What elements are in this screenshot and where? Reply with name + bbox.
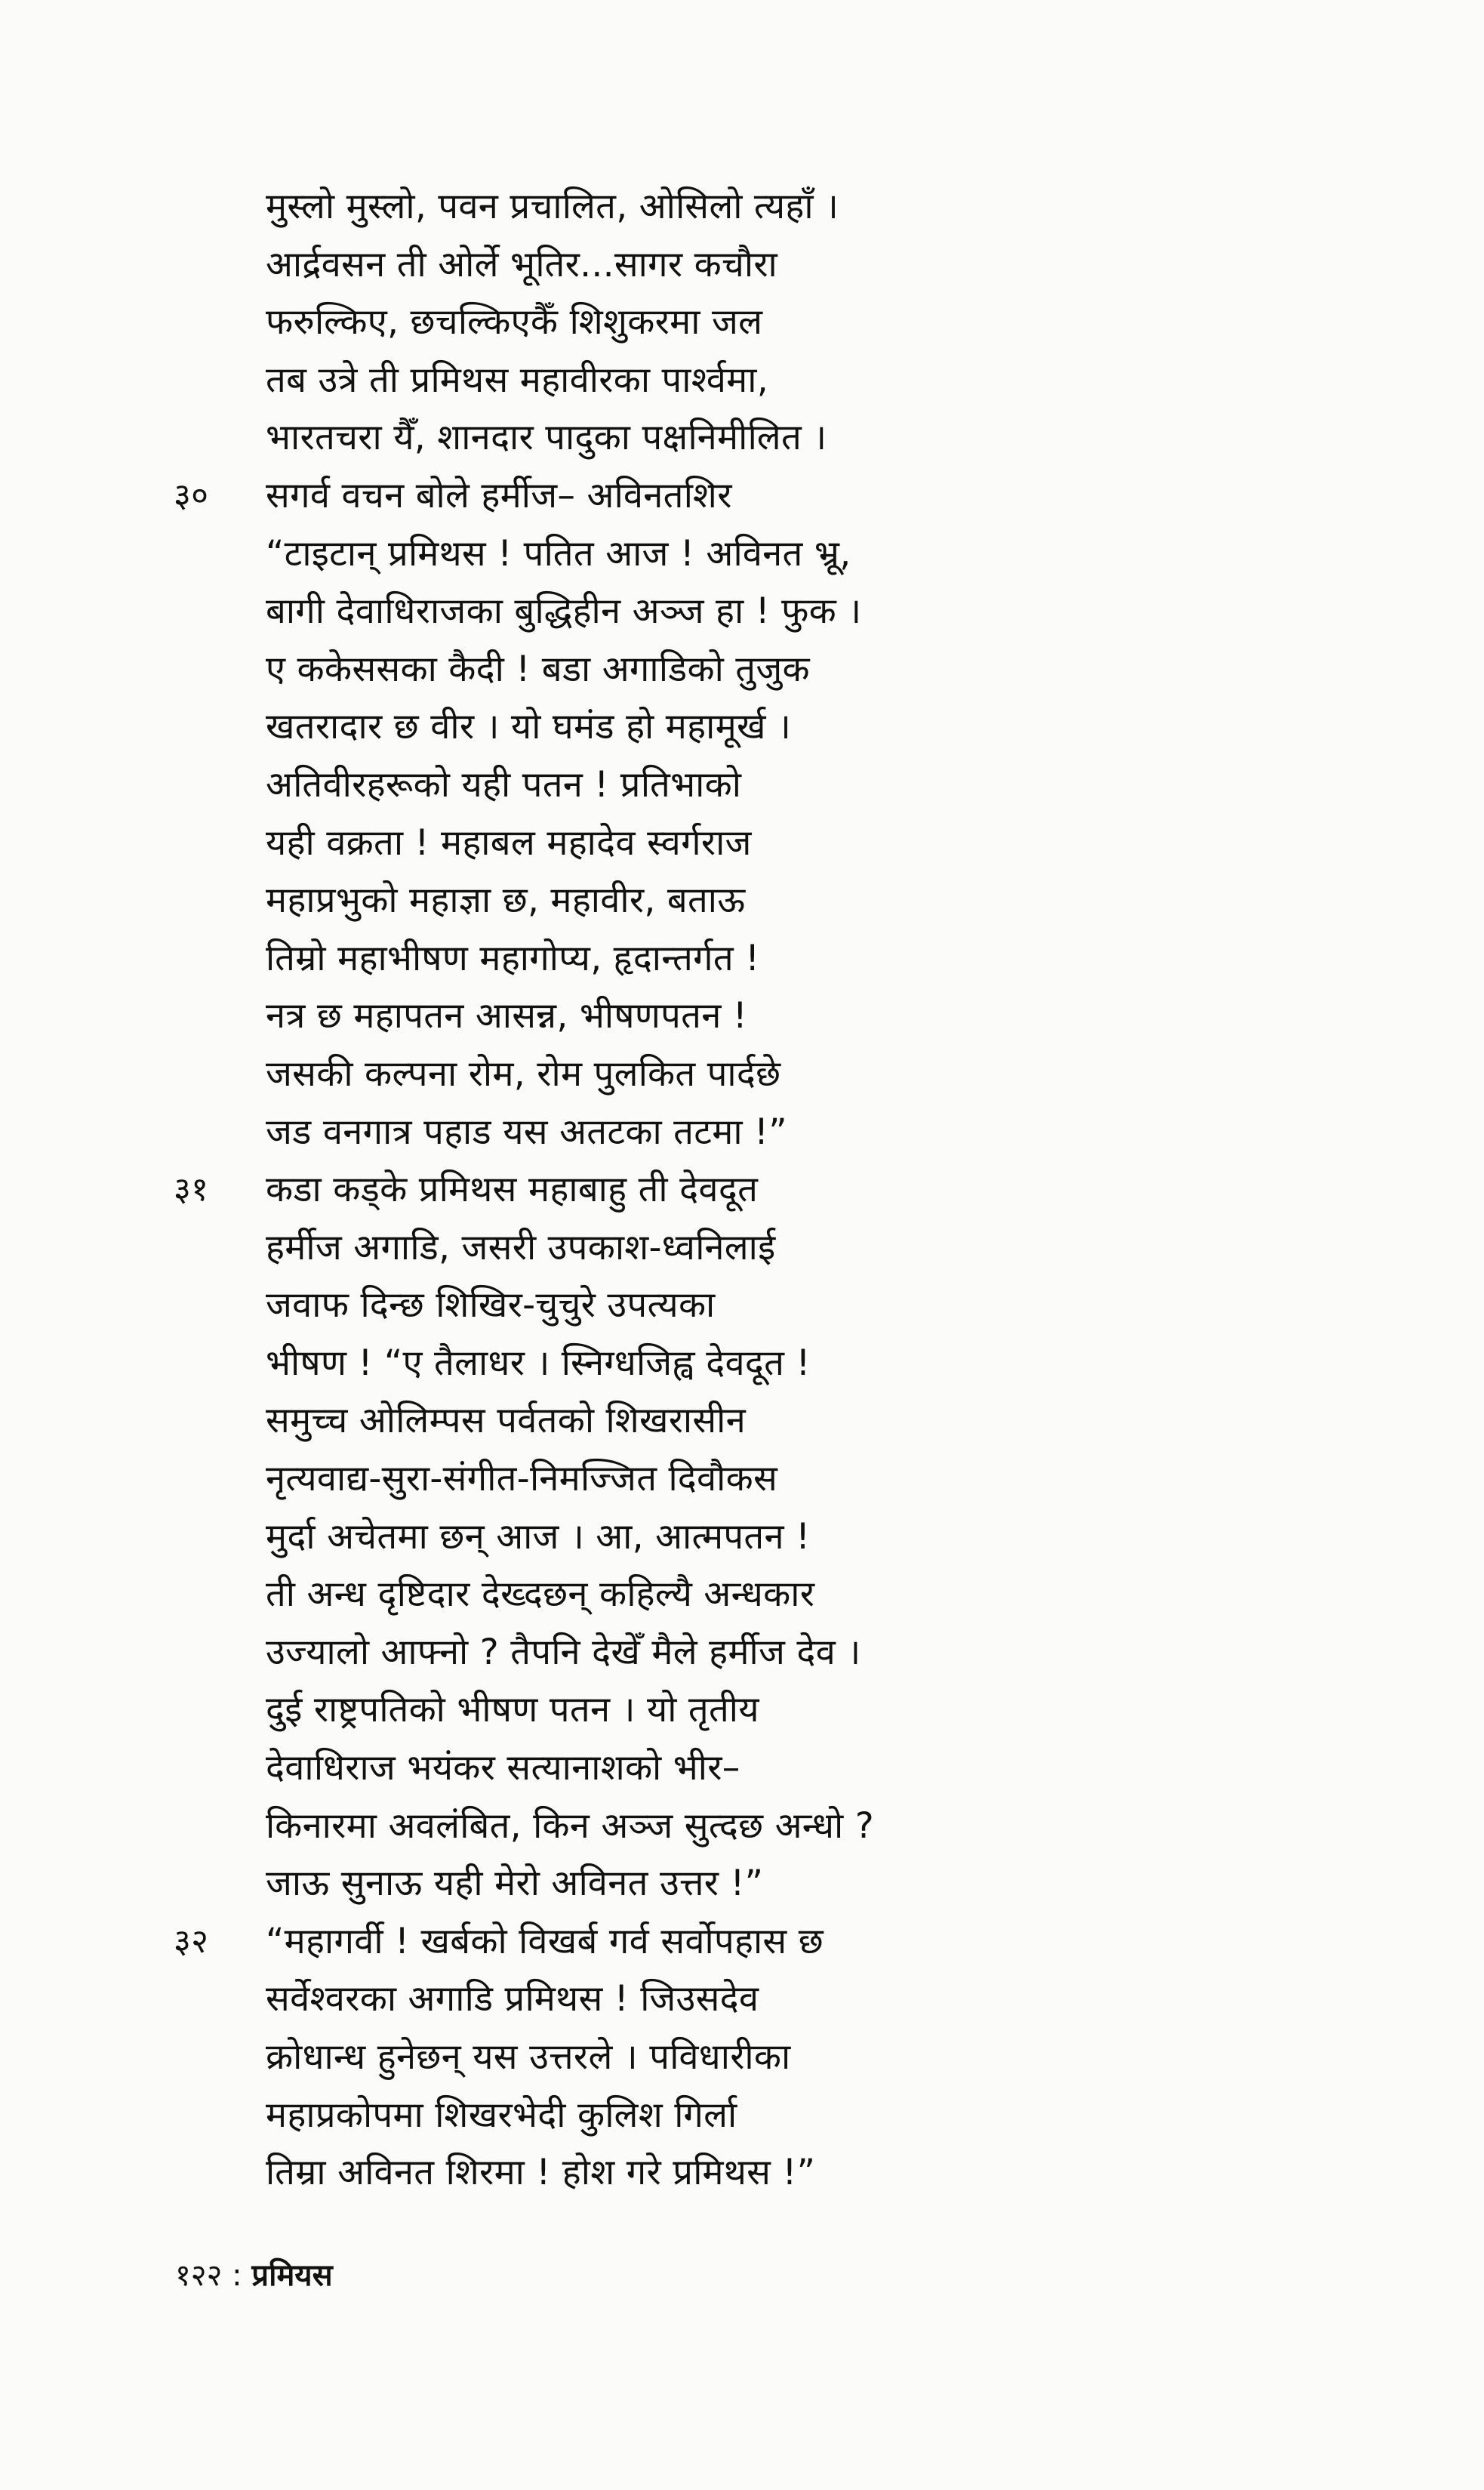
poem-line-text: अतिवीरहरूको यही पतन ! प्रतिभाको — [266, 763, 742, 806]
poem-line-text: तब उत्रे ती प्रमिथस महावीरका पार्श्वमा, — [266, 359, 768, 401]
poem-line — [266, 1740, 1322, 1798]
poem-line — [266, 872, 1322, 930]
poem-line — [174, 1913, 1322, 1971]
poem-line — [266, 409, 1322, 467]
poem-line — [266, 1450, 1322, 1508]
poem-line-text: “महागर्वी ! खर्बको विखर्ब गर्व सर्वोपहास छ — [266, 1920, 824, 1962]
poem-line-text: तिम्रा अविनत शिरमा ! होश गरे प्रमिथस !” — [266, 2152, 816, 2194]
poem-line-text: क्रोधान्ध हुनेछन् यस उत्तरले । पविधारीका — [266, 2036, 791, 2078]
poem-line — [174, 1161, 1322, 1219]
poem-line-text: उज्यालो आफ्नो ? तैपनि देखेँ मैले हर्मीज देव । — [266, 1631, 861, 1673]
poem-line — [266, 1681, 1322, 1740]
poem-line-text: खतरादार छ वीर । यो घमंड हो महामूर्ख । — [266, 706, 792, 748]
poem-line-text: सर्वेश्वरका अगाडि प्रमिथस ! जिउसदेव — [266, 1978, 759, 2020]
poem-line — [266, 1971, 1322, 2029]
poem-line-text: जाऊ सुनाऊ यही मेरो अविनत उत्तर !” — [266, 1863, 764, 1905]
poem-line-text: यही वक्रता ! महाबल महादेव स्वर्गराज — [266, 821, 752, 864]
poem-line-text: ए ककेससका कैदी ! बडा अगाडिको तुजुक — [266, 648, 810, 690]
poem-line — [266, 698, 1322, 757]
poem-body — [174, 178, 1322, 2202]
poem-line — [266, 1392, 1322, 1450]
poem-line — [266, 757, 1322, 815]
poem-line-text: हर्मीज अगाडि, जसरी उपकाश-ध्वनिलाई — [266, 1226, 776, 1268]
poem-line — [266, 525, 1322, 584]
poem-line-text: बागी देवाधिराजका बुद्धिहीन अञ्ज हा ! फुक । — [266, 590, 862, 633]
poem-line — [174, 467, 1322, 525]
poem-line — [266, 352, 1322, 410]
page-footer — [175, 2253, 333, 2294]
poem-line — [266, 2029, 1322, 2087]
book-title: प्रमियस — [251, 2258, 333, 2293]
poem-line-text: मुर्दा अचेतमा छन् आज । आ, आत्मपतन ! — [266, 1515, 811, 1558]
poem-line — [266, 641, 1322, 699]
poem-line — [266, 1046, 1322, 1104]
poem-line — [266, 1855, 1322, 1913]
poem-line-text: मुस्लो मुस्लो, पवन प्रचालित, ओसिलो त्यहाँ । — [266, 186, 839, 227]
poem-line — [266, 236, 1322, 294]
verse-number: ३१ — [174, 1170, 209, 1210]
poem-line-text: कडा कड्के प्रमिथस महाबाहु ती देवदूत — [266, 1169, 759, 1211]
poem-line — [266, 1277, 1322, 1335]
verse-number: ३० — [174, 476, 209, 515]
poem-line-text: नृत्यवाद्य-सुरा-संगीत-निमज्जित दिवौकस — [266, 1458, 778, 1500]
poem-line-text: ती अन्ध दृष्टिदार देख्दछन् कहिल्यै अन्धकार — [266, 1573, 815, 1616]
poem-line — [266, 2087, 1322, 2145]
poem-line-text: आर्द्रवसन ती ओर्ले भूतिर...सागर कचौरा — [266, 243, 778, 285]
poem-line-text: नत्र छ महापतन आसन्न, भीषणपतन ! — [266, 995, 747, 1037]
poem-line — [266, 1508, 1322, 1567]
poem-line — [266, 815, 1322, 873]
poem-line — [266, 294, 1322, 352]
poem-line-text: जवाफ दिन्छ शिखिर-चुचुरे उपत्यका — [266, 1284, 716, 1327]
poem-line-text: जड वनगात्र पहाड यस अतटका तटमा !” — [266, 1111, 787, 1153]
poem-line — [266, 178, 1322, 236]
poem-line — [266, 2144, 1322, 2202]
poem-line-text: “टाइटान् प्रमिथस ! पतित आज ! अविनत भ्रू, — [266, 532, 851, 575]
poem-line-text: सगर्व वचन बोले हर्मीज– अविनतशिर — [266, 474, 732, 516]
poem-line — [266, 1104, 1322, 1162]
poem-line-text: देवाधिराज भयंकर सत्यानाशको भीर– — [266, 1747, 740, 1789]
poem-line — [266, 1798, 1322, 1856]
poem-line-text: भारतचरा यैँ, शानदार पादुका पक्षनिमीलित । — [266, 417, 827, 459]
poem-line — [266, 1566, 1322, 1624]
poem-line — [266, 1335, 1322, 1393]
poem-line-text: तिम्रो महाभीषण महागोप्य, हृदान्तर्गत ! — [266, 937, 760, 979]
poem-line-text: समुच्च ओलिम्पस पर्वतको शिखरासीन — [266, 1400, 747, 1442]
poem-line-text: दुई राष्ट्रपतिको भीषण पतन । यो तृतीय — [266, 1689, 759, 1731]
poem-line-text: फरुल्किए, छचल्किएकैँ शिशुकरमा जल — [266, 301, 763, 344]
poem-line — [266, 1624, 1322, 1682]
poem-line-text: महाप्रभुको महाज्ञा छ, महावीर, बताऊ — [266, 880, 746, 922]
poem-line — [266, 988, 1322, 1046]
poem-line-text: जसकी कल्पना रोम, रोम पुलकित पार्दछे — [266, 1052, 781, 1095]
verse-number: ३२ — [174, 1921, 209, 1961]
page-number: १२२ — [175, 2258, 223, 2293]
poem-line-text: महाप्रकोपमा शिखरभेदी कुलिश गिर्ला — [266, 2094, 737, 2136]
poem-line-text: भीषण ! “ए तैलाधर । स्निग्धजिह्व देवदूत ! — [266, 1342, 811, 1384]
poem-line — [266, 1219, 1322, 1277]
poem-line — [266, 930, 1322, 988]
poem-line-text: किनारमा अवलंबित, किन अञ्ज सुत्दछ अन्धो ? — [266, 1804, 874, 1847]
poem-line — [266, 583, 1322, 641]
footer-separator: : — [232, 2258, 242, 2293]
